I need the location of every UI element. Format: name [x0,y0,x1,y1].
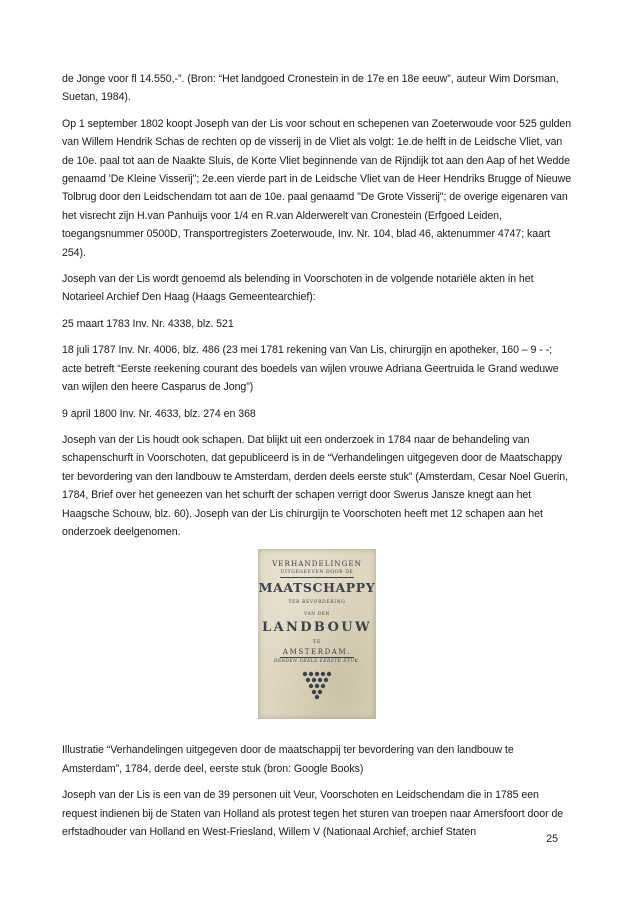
paragraph-3: Joseph van der Lis wordt genoemd als belending in Voorschoten in de volgende notariële akten in het Notarieel Archief Den Haag (Haags Gemeentearchief): [62,273,534,304]
paragraph-7: Joseph van der Lis houdt ook schapen. Dat blijkt uit een onderzoek in 1784 naar de behandeling van schapenschurft in Voorschoten, dat gepubliceerd is in de “Verhandelingen uitgegeven door de Maatschappy ter bevordering van den landbouw te Amsterdam, derden deels eerste stuk” (Amsterdam, Cesar Noel Guerin, 1784, Brief over het geneezen van het schurft der schapen verrigt door Swerus Jansze knegt aan het Haagsche Schouw, blz. 60). Joseph van der Lis chirurgijn te Voorschoten heeft met 12 schapen aan het onderzoek deelgenomen. [62,433,568,538]
page-number: 25 [546,833,558,845]
book-line: TE [312,639,322,646]
ornament-icon [299,670,335,700]
book-rule [280,657,354,658]
book-landbouw-line: LANDBOUW [261,620,373,636]
book-rule [280,577,354,578]
book-volume-line: DERDEN DEELS EERSTE STUK. [273,659,361,665]
book-subtitle-line: UITGEGEEVEN DOOR DE [280,570,354,576]
book-title-line: VERHANDELINGEN [272,559,362,569]
book-city-line: AMSTERDAM. [282,648,352,657]
paragraph-4: 25 maart 1783 Inv. Nr. 4338, blz. 521 [62,317,234,330]
page-content [62,70,572,849]
paragraph-2: Op 1 september 1802 koopt Joseph van der Lis voor schout en schepenen van Zoeterwoude voor 525 gulden van Willem Hendrik Schas de rechten op de visserij in de Vliet als volgt: 1e.de helft in de Leidsche Vliet, van de 10e. paal tot aan de Naakte Sluis, de Korte Vliet beginnende van de Rijndijk tot aan den Aap of het Wedde genaamd 'De Kleine Visserij"; 2e.een vierde part in de Leidsche Vliet van de Heer Hendriks Brugge of Nieuwe Tolbrug door den Leidschendam tot aan de 10e. paal genaamd "De Grote Visserij"; de overige eigenaren van het visrecht zijn H.van Panhuijs voor 1/4 en R.van Alderwerelt van Cronestein (Erfgoed Leiden, toegangsnummer 0500D, Transportregisters Zoeterwoude, Inv. Nr. 104, blad 46, aktenummer 4747; kaart 254). [62,117,572,259]
book-line: VAN DEN [304,611,330,617]
figure-caption: Illustratie “Verhandelingen uitgegeven door de maatschappij ter bevordering van den landbouw te Amsterdam”, 1784, derde deel, eerste stuk (bron: Google Books) [62,744,514,775]
paragraph-1: de Jonge voor fl 14.550,-”. (Bron: “Het landgoed Cronestein in de 17e en 18e eeuw”, auteur Wim Dorsman, Suetan, 1984). [62,73,559,104]
book-society-line: MAATSCHAPPY [258,580,376,596]
book-line: TER BEVORDERING [288,600,346,606]
paragraph-5: 18 juli 1787 Inv. Nr. 4006, blz. 486 (23 mei 1781 rekening van Van Lis, chirurgijn en apotheker, 160 – 9 - -; acte betreft “Eerste reekening courant des boedels van wijlen vrouwe Adriana Geertruida le Grand weduwe van wijlen den heere Casparus de Jong”) [62,344,559,394]
book-title-page-image [258,549,376,719]
paragraph-6: 9 april 1800 Inv. Nr. 4633, blz. 274 en 368 [62,407,256,420]
figure [62,549,572,719]
paragraph-8: Joseph van der Lis is een van de 39 personen uit Veur, Voorschoten en Leidschendam die in 1785 een request indienen bij de Staten van Holland als protest tegen het sturen van troepen naar Amersfoort door de erfstadhouder van Holland en West-Friesland, Willem V (Nationaal Archief, archief Staten [62,789,564,838]
